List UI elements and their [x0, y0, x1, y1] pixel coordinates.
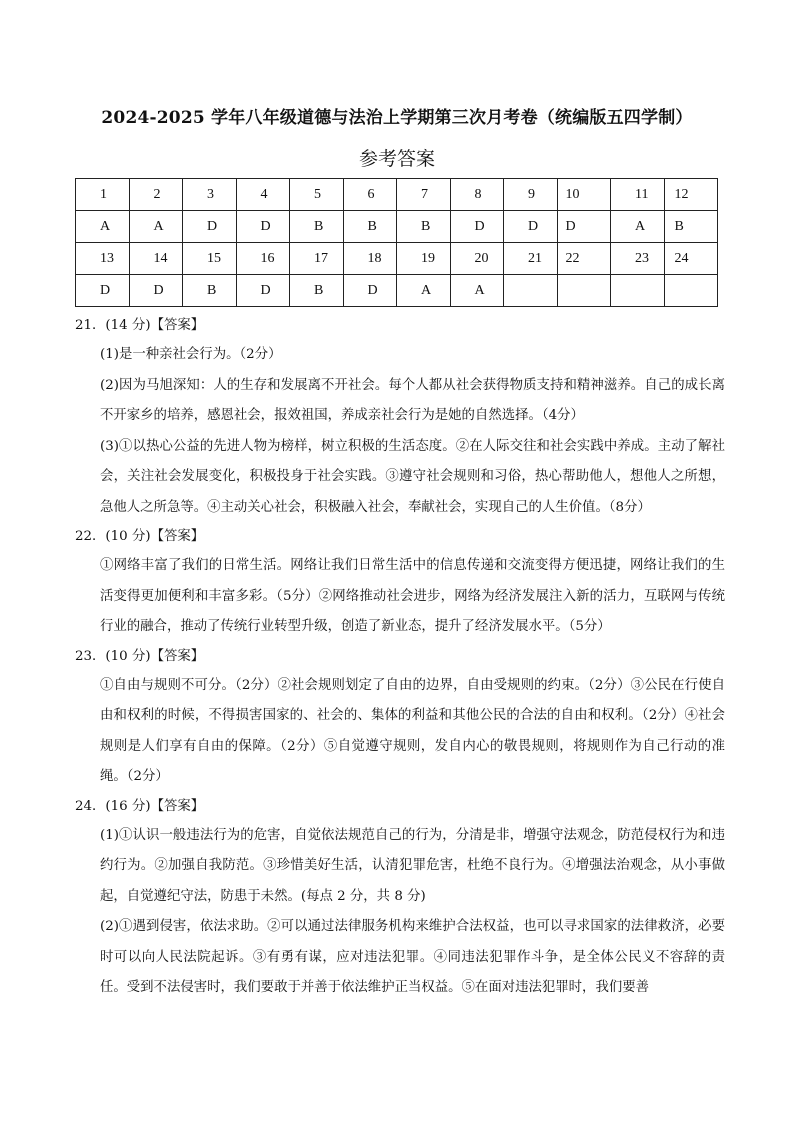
- question-number-cell: 23: [611, 243, 665, 275]
- question-number-cell: 15: [183, 243, 237, 275]
- answer-cell: B: [290, 275, 344, 307]
- question-section: [75, 312, 725, 523]
- answer-cell: A: [129, 211, 183, 243]
- answer-cell: D: [450, 211, 504, 243]
- answer-paragraph: ①网络丰富了我们的日常生活。网络让我们日常生活中的信息传递和交流变得方便迅捷，网络让我们的生活变得更加便利和丰富多彩。（5分）②网络推动社会进步，网络为经济发展注入新的活力，互联网与传统行业的融合，推动了传统行业转型升级，创造了新业态，提升了经济发展水平。（5分）: [100, 558, 725, 634]
- answer-cell: D: [236, 211, 290, 243]
- answer-paragraph: ①自由与规则不可分。（2分）②社会规则划定了自由的边界，自由受规则的约束。（2分）③公民在行使自由和权利的时候，不得损害国家的、社会的、集体的利益和其他公民的合法的自由和权利。（2分）④社会规则是人们享有自由的保障。（2分）⑤自觉遵守规则，发自内心的敬畏规则，将规则作为自己行动的准绳。（2分）: [100, 677, 725, 784]
- answer-cell: B: [183, 275, 237, 307]
- answer-cell: D: [504, 211, 558, 243]
- answer-cell: B: [397, 211, 451, 243]
- answer-cell: [611, 275, 665, 307]
- answer-paragraph: (2)①遇到侵害，依法求助。②可以通过法律服务机构来维护合法权益，也可以寻求国家的法律救济，必要时可以向人民法院起诉。③有勇有谋，应对违法犯罪。④同违法犯罪作斗争，是全体公民义不容辞的责任。受到不法侵害时，我们要敢于并善于依法维护正当权益。⑤在面对违法犯罪时，我们要善: [100, 919, 725, 995]
- question-section: [75, 523, 725, 643]
- question-number-cell: 17: [290, 243, 344, 275]
- answer-table-row: [76, 275, 718, 307]
- question-number-cell: 24: [664, 243, 718, 275]
- answer-cell: B: [290, 211, 344, 243]
- page-title: 2024-2025 学年八年级道德与法治上学期第三次月考卷（统编版五四学制）: [101, 108, 693, 128]
- answer-content: [75, 312, 725, 1004]
- answer-cell: D: [343, 275, 397, 307]
- answer-cell: [504, 275, 558, 307]
- question-number-cell: 12: [664, 179, 718, 211]
- answer-cell: [664, 275, 718, 307]
- question-number-cell: 10: [557, 179, 611, 211]
- question-heading: 21．(14 分)【答案】: [75, 318, 205, 333]
- question-number-cell: 22: [557, 243, 611, 275]
- question-heading: 23．(10 分)【答案】: [75, 648, 205, 664]
- question-number-cell: 7: [397, 179, 451, 211]
- question-heading: 22．(10 分)【答案】: [75, 529, 205, 544]
- question-number-cell: 9: [504, 179, 558, 211]
- answer-cell: D: [557, 211, 611, 243]
- question-number-cell: 20: [450, 243, 504, 275]
- question-heading: 24．(16 分)【答案】: [75, 798, 205, 814]
- question-number-cell: 19: [397, 243, 451, 275]
- question-section: [75, 793, 725, 1004]
- answer-cell: D: [183, 211, 237, 243]
- answer-table-row: [76, 243, 718, 275]
- question-number-cell: 14: [129, 243, 183, 275]
- answer-cell: B: [343, 211, 397, 243]
- answer-table: [75, 178, 718, 307]
- answer-cell: [557, 275, 611, 307]
- question-number-cell: 5: [290, 179, 344, 211]
- answer-paragraph: (1)是一种亲社会行为。（2分）: [100, 347, 282, 362]
- question-number-cell: 8: [450, 179, 504, 211]
- answer-cell: D: [236, 275, 290, 307]
- answer-cell: D: [76, 275, 130, 307]
- question-number-cell: 4: [236, 179, 290, 211]
- question-number-cell: 3: [183, 179, 237, 211]
- question-number-cell: 18: [343, 243, 397, 275]
- question-number-cell: 6: [343, 179, 397, 211]
- answer-cell: A: [450, 275, 504, 307]
- page-subtitle: 参考答案: [358, 148, 435, 170]
- question-number-cell: 11: [611, 179, 665, 211]
- answer-paragraph: (3)①以热心公益的先进人物为榜样，树立积极的生活态度。②在人际交往和社会实践中养成。主动了解社会，关注社会发展变化，积极投身于社会实践。③遵守社会规则和习俗，热心帮助他人，想他人之所想，急他人之所急等。④主动关心社会，积极融入社会，奉献社会，实现自己的人生价值。（8分）: [100, 438, 725, 515]
- answer-cell: A: [397, 275, 451, 307]
- answer-cell: A: [76, 211, 130, 243]
- answer-cell: A: [611, 211, 665, 243]
- answer-table-row: [76, 179, 718, 211]
- question-number-cell: 21: [504, 243, 558, 275]
- question-number-cell: 2: [129, 179, 183, 211]
- answer-paragraph: (2)因为马旭深知：人的生存和发展离不开社会。每个人都从社会获得物质支持和精神滋养。自己的成长离不开家乡的培养，感恩社会，报效祖国，养成亲社会行为是她的自然选择。（4分）: [100, 377, 725, 423]
- answer-table-row: [76, 211, 718, 243]
- question-number-cell: 13: [76, 243, 130, 275]
- question-number-cell: 16: [236, 243, 290, 275]
- question-section: [75, 643, 725, 793]
- answer-cell: D: [129, 275, 183, 307]
- question-number-cell: 1: [76, 179, 130, 211]
- answer-paragraph: (1)①认识一般违法行为的危害，自觉依法规范自己的行为，分清是非，增强守法观念，防范侵权行为和违约行为。②加强自我防范。③珍惜美好生活，认清犯罪危害，杜绝不良行为。④增强法治观念，从小事做起，自觉遵纪守法，防患于未然。(每点 2 分，共 8 分): [100, 827, 725, 904]
- answer-cell: B: [664, 211, 718, 243]
